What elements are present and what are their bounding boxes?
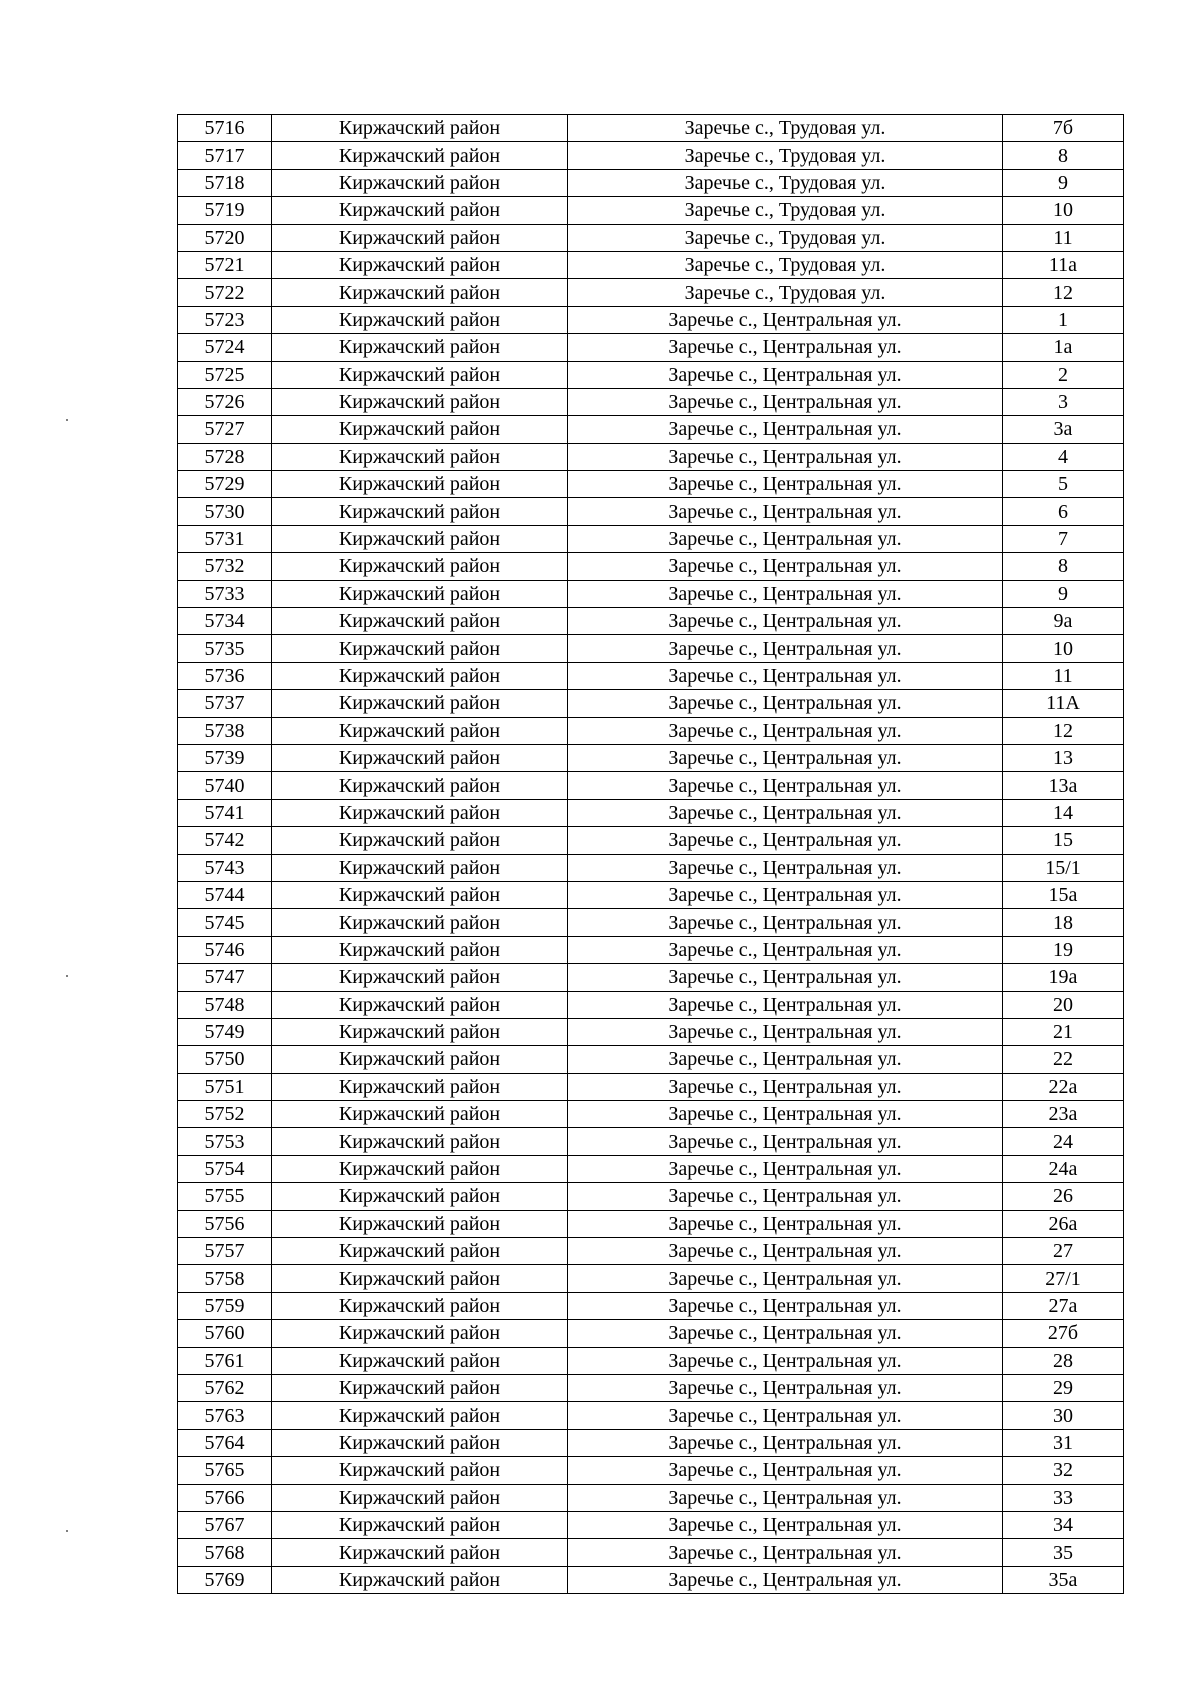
- house-number-cell: 15: [1003, 827, 1124, 854]
- row-number-cell: 5721: [178, 251, 272, 278]
- district-cell: Киржачский район: [272, 1046, 568, 1073]
- district-cell: Киржачский район: [272, 827, 568, 854]
- house-number-cell: 27/1: [1003, 1265, 1124, 1292]
- table-row: [178, 169, 1124, 196]
- address-cell: Заречье с., Центральная ул.: [568, 1018, 1003, 1045]
- address-cell: Заречье с., Центральная ул.: [568, 1210, 1003, 1237]
- house-number-cell: 4: [1003, 443, 1124, 470]
- address-cell: Заречье с., Центральная ул.: [568, 1566, 1003, 1593]
- row-number-cell: 5731: [178, 525, 272, 552]
- scan-speck: [66, 419, 68, 421]
- district-cell: Киржачский район: [272, 224, 568, 251]
- row-number-cell: 5723: [178, 306, 272, 333]
- district-cell: Киржачский район: [272, 1128, 568, 1155]
- house-number-cell: 22а: [1003, 1073, 1124, 1100]
- house-number-cell: 35: [1003, 1539, 1124, 1566]
- row-number-cell: 5761: [178, 1347, 272, 1374]
- district-cell: Киржачский район: [272, 279, 568, 306]
- address-cell: Заречье с., Центральная ул.: [568, 1101, 1003, 1128]
- house-number-cell: 15а: [1003, 881, 1124, 908]
- address-cell: Заречье с., Центральная ул.: [568, 1265, 1003, 1292]
- row-number-cell: 5763: [178, 1402, 272, 1429]
- table-row: [178, 1320, 1124, 1347]
- address-cell: Заречье с., Центральная ул.: [568, 1238, 1003, 1265]
- row-number-cell: 5747: [178, 964, 272, 991]
- address-cell: Заречье с., Центральная ул.: [568, 306, 1003, 333]
- district-cell: Киржачский район: [272, 1511, 568, 1538]
- house-number-cell: 24а: [1003, 1155, 1124, 1182]
- address-cell: Заречье с., Центральная ул.: [568, 991, 1003, 1018]
- address-cell: Заречье с., Центральная ул.: [568, 361, 1003, 388]
- address-cell: Заречье с., Трудовая ул.: [568, 115, 1003, 142]
- table-row: [178, 1566, 1124, 1593]
- row-number-cell: 5762: [178, 1374, 272, 1401]
- table-row: [178, 471, 1124, 498]
- house-number-cell: 19: [1003, 936, 1124, 963]
- district-cell: Киржачский район: [272, 909, 568, 936]
- house-number-cell: 10: [1003, 197, 1124, 224]
- row-number-cell: 5760: [178, 1320, 272, 1347]
- row-number-cell: 5725: [178, 361, 272, 388]
- table-row: [178, 279, 1124, 306]
- table-row: [178, 1155, 1124, 1182]
- district-cell: Киржачский район: [272, 1457, 568, 1484]
- house-number-cell: 11А: [1003, 690, 1124, 717]
- address-cell: Заречье с., Центральная ул.: [568, 772, 1003, 799]
- address-cell: Заречье с., Центральная ул.: [568, 827, 1003, 854]
- address-cell: Заречье с., Трудовая ул.: [568, 224, 1003, 251]
- district-cell: Киржачский район: [272, 525, 568, 552]
- table-row: [178, 1539, 1124, 1566]
- row-number-cell: 5736: [178, 662, 272, 689]
- house-number-cell: 14: [1003, 799, 1124, 826]
- house-number-cell: 2: [1003, 361, 1124, 388]
- house-number-cell: 8: [1003, 553, 1124, 580]
- house-number-cell: 27: [1003, 1238, 1124, 1265]
- house-number-cell: 26: [1003, 1183, 1124, 1210]
- row-number-cell: 5757: [178, 1238, 272, 1265]
- address-cell: Заречье с., Центральная ул.: [568, 744, 1003, 771]
- table-row: [178, 1073, 1124, 1100]
- table-row: [178, 115, 1124, 142]
- district-cell: Киржачский район: [272, 964, 568, 991]
- house-number-cell: 12: [1003, 279, 1124, 306]
- row-number-cell: 5748: [178, 991, 272, 1018]
- house-number-cell: 9: [1003, 580, 1124, 607]
- district-cell: Киржачский район: [272, 1347, 568, 1374]
- district-cell: Киржачский район: [272, 1238, 568, 1265]
- row-number-cell: 5726: [178, 388, 272, 415]
- row-number-cell: 5755: [178, 1183, 272, 1210]
- table-row: [178, 306, 1124, 333]
- table-row: [178, 1484, 1124, 1511]
- row-number-cell: 5724: [178, 334, 272, 361]
- district-cell: Киржачский район: [272, 553, 568, 580]
- row-number-cell: 5732: [178, 553, 272, 580]
- row-number-cell: 5733: [178, 580, 272, 607]
- address-cell: Заречье с., Трудовая ул.: [568, 251, 1003, 278]
- table-row: [178, 744, 1124, 771]
- address-cell: Заречье с., Центральная ул.: [568, 881, 1003, 908]
- address-cell: Заречье с., Трудовая ул.: [568, 169, 1003, 196]
- house-number-cell: 23а: [1003, 1101, 1124, 1128]
- house-number-cell: 21: [1003, 1018, 1124, 1045]
- scan-speck: [66, 1530, 68, 1532]
- row-number-cell: 5759: [178, 1292, 272, 1319]
- house-number-cell: 29: [1003, 1374, 1124, 1401]
- address-cell: Заречье с., Центральная ул.: [568, 1484, 1003, 1511]
- row-number-cell: 5750: [178, 1046, 272, 1073]
- district-cell: Киржачский район: [272, 498, 568, 525]
- row-number-cell: 5737: [178, 690, 272, 717]
- address-cell: Заречье с., Центральная ул.: [568, 1155, 1003, 1182]
- row-number-cell: 5719: [178, 197, 272, 224]
- table-row: [178, 1429, 1124, 1456]
- row-number-cell: 5766: [178, 1484, 272, 1511]
- table-row: [178, 498, 1124, 525]
- district-cell: Киржачский район: [272, 1320, 568, 1347]
- address-cell: Заречье с., Центральная ул.: [568, 498, 1003, 525]
- address-cell: Заречье с., Центральная ул.: [568, 1347, 1003, 1374]
- district-cell: Киржачский район: [272, 580, 568, 607]
- district-cell: Киржачский район: [272, 772, 568, 799]
- house-number-cell: 9а: [1003, 608, 1124, 635]
- row-number-cell: 5739: [178, 744, 272, 771]
- house-number-cell: 33: [1003, 1484, 1124, 1511]
- table-row: [178, 224, 1124, 251]
- row-number-cell: 5718: [178, 169, 272, 196]
- house-number-cell: 15/1: [1003, 854, 1124, 881]
- address-cell: Заречье с., Центральная ул.: [568, 608, 1003, 635]
- table-row: [178, 416, 1124, 443]
- table-row: [178, 690, 1124, 717]
- house-number-cell: 18: [1003, 909, 1124, 936]
- table-row: [178, 772, 1124, 799]
- table-row: [178, 635, 1124, 662]
- row-number-cell: 5738: [178, 717, 272, 744]
- district-cell: Киржачский район: [272, 115, 568, 142]
- row-number-cell: 5765: [178, 1457, 272, 1484]
- address-cell: Заречье с., Центральная ул.: [568, 1320, 1003, 1347]
- house-number-cell: 1а: [1003, 334, 1124, 361]
- house-number-cell: 27а: [1003, 1292, 1124, 1319]
- house-number-cell: 31: [1003, 1429, 1124, 1456]
- row-number-cell: 5717: [178, 142, 272, 169]
- district-cell: Киржачский район: [272, 306, 568, 333]
- house-number-cell: 11: [1003, 662, 1124, 689]
- row-number-cell: 5753: [178, 1128, 272, 1155]
- table-row: [178, 525, 1124, 552]
- district-cell: Киржачский район: [272, 690, 568, 717]
- row-number-cell: 5754: [178, 1155, 272, 1182]
- row-number-cell: 5727: [178, 416, 272, 443]
- district-cell: Киржачский район: [272, 388, 568, 415]
- house-number-cell: 9: [1003, 169, 1124, 196]
- district-cell: Киржачский район: [272, 1073, 568, 1100]
- table-row: [178, 964, 1124, 991]
- district-cell: Киржачский район: [272, 1265, 568, 1292]
- house-number-cell: 19а: [1003, 964, 1124, 991]
- address-cell: Заречье с., Центральная ул.: [568, 936, 1003, 963]
- row-number-cell: 5728: [178, 443, 272, 470]
- district-cell: Киржачский район: [272, 1183, 568, 1210]
- table-row: [178, 936, 1124, 963]
- address-cell: Заречье с., Центральная ул.: [568, 1292, 1003, 1319]
- table-row: [178, 1018, 1124, 1045]
- house-number-cell: 10: [1003, 635, 1124, 662]
- table-row: [178, 881, 1124, 908]
- address-cell: Заречье с., Центральная ул.: [568, 909, 1003, 936]
- address-cell: Заречье с., Центральная ул.: [568, 635, 1003, 662]
- district-cell: Киржачский район: [272, 1292, 568, 1319]
- address-cell: Заречье с., Центральная ул.: [568, 1402, 1003, 1429]
- table-row: [178, 662, 1124, 689]
- row-number-cell: 5720: [178, 224, 272, 251]
- address-cell: Заречье с., Центральная ул.: [568, 471, 1003, 498]
- house-number-cell: 35а: [1003, 1566, 1124, 1593]
- table-row: [178, 1265, 1124, 1292]
- table-row: [178, 1046, 1124, 1073]
- row-number-cell: 5768: [178, 1539, 272, 1566]
- row-number-cell: 5740: [178, 772, 272, 799]
- table-row: [178, 1210, 1124, 1237]
- address-cell: Заречье с., Центральная ул.: [568, 1457, 1003, 1484]
- house-number-cell: 3а: [1003, 416, 1124, 443]
- table-row: [178, 388, 1124, 415]
- table-row: [178, 991, 1124, 1018]
- table-row: [178, 361, 1124, 388]
- house-number-cell: 22: [1003, 1046, 1124, 1073]
- table-row: [178, 1511, 1124, 1538]
- district-cell: Киржачский район: [272, 717, 568, 744]
- house-number-cell: 27б: [1003, 1320, 1124, 1347]
- table-row: [178, 1402, 1124, 1429]
- house-number-cell: 11а: [1003, 251, 1124, 278]
- table-row: [178, 608, 1124, 635]
- district-cell: Киржачский район: [272, 744, 568, 771]
- scan-speck: [66, 975, 68, 977]
- district-cell: Киржачский район: [272, 662, 568, 689]
- house-number-cell: 5: [1003, 471, 1124, 498]
- address-cell: Заречье с., Центральная ул.: [568, 1046, 1003, 1073]
- house-number-cell: 12: [1003, 717, 1124, 744]
- row-number-cell: 5767: [178, 1511, 272, 1538]
- address-cell: Заречье с., Трудовая ул.: [568, 197, 1003, 224]
- district-cell: Киржачский район: [272, 991, 568, 1018]
- address-cell: Заречье с., Трудовая ул.: [568, 279, 1003, 306]
- table-row: [178, 1101, 1124, 1128]
- table-row: [178, 197, 1124, 224]
- row-number-cell: 5769: [178, 1566, 272, 1593]
- district-cell: Киржачский район: [272, 1155, 568, 1182]
- house-number-cell: 24: [1003, 1128, 1124, 1155]
- district-cell: Киржачский район: [272, 169, 568, 196]
- table-row: [178, 1183, 1124, 1210]
- district-cell: Киржачский район: [272, 1018, 568, 1045]
- district-cell: Киржачский район: [272, 197, 568, 224]
- house-number-cell: 32: [1003, 1457, 1124, 1484]
- row-number-cell: 5756: [178, 1210, 272, 1237]
- house-number-cell: 1: [1003, 306, 1124, 333]
- table-row: [178, 1457, 1124, 1484]
- row-number-cell: 5758: [178, 1265, 272, 1292]
- table-row: [178, 553, 1124, 580]
- address-cell: Заречье с., Центральная ул.: [568, 854, 1003, 881]
- district-cell: Киржачский район: [272, 142, 568, 169]
- address-cell: Заречье с., Центральная ул.: [568, 1511, 1003, 1538]
- address-register-table: [177, 114, 1124, 1594]
- address-cell: Заречье с., Центральная ул.: [568, 416, 1003, 443]
- address-cell: Заречье с., Центральная ул.: [568, 717, 1003, 744]
- address-cell: Заречье с., Центральная ул.: [568, 388, 1003, 415]
- district-cell: Киржачский район: [272, 1566, 568, 1593]
- address-cell: Заречье с., Центральная ул.: [568, 1429, 1003, 1456]
- row-number-cell: 5730: [178, 498, 272, 525]
- table-row: [178, 717, 1124, 744]
- address-cell: Заречье с., Центральная ул.: [568, 334, 1003, 361]
- district-cell: Киржачский район: [272, 608, 568, 635]
- house-number-cell: 3: [1003, 388, 1124, 415]
- district-cell: Киржачский район: [272, 1484, 568, 1511]
- house-number-cell: 11: [1003, 224, 1124, 251]
- table-row: [178, 1292, 1124, 1319]
- house-number-cell: 20: [1003, 991, 1124, 1018]
- table-row: [178, 580, 1124, 607]
- address-cell: Заречье с., Центральная ул.: [568, 553, 1003, 580]
- row-number-cell: 5729: [178, 471, 272, 498]
- address-cell: Заречье с., Центральная ул.: [568, 525, 1003, 552]
- house-number-cell: 7б: [1003, 115, 1124, 142]
- address-cell: Заречье с., Трудовая ул.: [568, 142, 1003, 169]
- district-cell: Киржачский район: [272, 251, 568, 278]
- table-row: [178, 334, 1124, 361]
- district-cell: Киржачский район: [272, 361, 568, 388]
- house-number-cell: 34: [1003, 1511, 1124, 1538]
- district-cell: Киржачский район: [272, 1402, 568, 1429]
- row-number-cell: 5764: [178, 1429, 272, 1456]
- house-number-cell: 13а: [1003, 772, 1124, 799]
- address-cell: Заречье с., Центральная ул.: [568, 1128, 1003, 1155]
- row-number-cell: 5749: [178, 1018, 272, 1045]
- address-cell: Заречье с., Центральная ул.: [568, 1073, 1003, 1100]
- row-number-cell: 5741: [178, 799, 272, 826]
- row-number-cell: 5734: [178, 608, 272, 635]
- district-cell: Киржачский район: [272, 334, 568, 361]
- house-number-cell: 28: [1003, 1347, 1124, 1374]
- row-number-cell: 5751: [178, 1073, 272, 1100]
- house-number-cell: 8: [1003, 142, 1124, 169]
- table-body: [178, 115, 1124, 1594]
- table-row: [178, 827, 1124, 854]
- table-row: [178, 909, 1124, 936]
- address-cell: Заречье с., Центральная ул.: [568, 443, 1003, 470]
- district-cell: Киржачский район: [272, 1539, 568, 1566]
- house-number-cell: 30: [1003, 1402, 1124, 1429]
- district-cell: Киржачский район: [272, 416, 568, 443]
- row-number-cell: 5743: [178, 854, 272, 881]
- address-cell: Заречье с., Центральная ул.: [568, 799, 1003, 826]
- table-row: [178, 1347, 1124, 1374]
- address-cell: Заречье с., Центральная ул.: [568, 1539, 1003, 1566]
- table-row: [178, 1128, 1124, 1155]
- district-cell: Киржачский район: [272, 471, 568, 498]
- address-cell: Заречье с., Центральная ул.: [568, 690, 1003, 717]
- row-number-cell: 5735: [178, 635, 272, 662]
- district-cell: Киржачский район: [272, 1429, 568, 1456]
- table-row: [178, 443, 1124, 470]
- table-row: [178, 799, 1124, 826]
- district-cell: Киржачский район: [272, 635, 568, 662]
- district-cell: Киржачский район: [272, 799, 568, 826]
- row-number-cell: 5752: [178, 1101, 272, 1128]
- address-cell: Заречье с., Центральная ул.: [568, 1374, 1003, 1401]
- row-number-cell: 5722: [178, 279, 272, 306]
- row-number-cell: 5716: [178, 115, 272, 142]
- house-number-cell: 26а: [1003, 1210, 1124, 1237]
- address-cell: Заречье с., Центральная ул.: [568, 662, 1003, 689]
- address-cell: Заречье с., Центральная ул.: [568, 964, 1003, 991]
- district-cell: Киржачский район: [272, 1374, 568, 1401]
- row-number-cell: 5744: [178, 881, 272, 908]
- address-cell: Заречье с., Центральная ул.: [568, 580, 1003, 607]
- table-row: [178, 1374, 1124, 1401]
- district-cell: Киржачский район: [272, 881, 568, 908]
- district-cell: Киржачский район: [272, 936, 568, 963]
- row-number-cell: 5742: [178, 827, 272, 854]
- table-row: [178, 251, 1124, 278]
- row-number-cell: 5746: [178, 936, 272, 963]
- district-cell: Киржачский район: [272, 1210, 568, 1237]
- address-cell: Заречье с., Центральная ул.: [568, 1183, 1003, 1210]
- table-row: [178, 142, 1124, 169]
- district-cell: Киржачский район: [272, 854, 568, 881]
- house-number-cell: 7: [1003, 525, 1124, 552]
- district-cell: Киржачский район: [272, 1101, 568, 1128]
- row-number-cell: 5745: [178, 909, 272, 936]
- house-number-cell: 6: [1003, 498, 1124, 525]
- table-row: [178, 1238, 1124, 1265]
- house-number-cell: 13: [1003, 744, 1124, 771]
- table-row: [178, 854, 1124, 881]
- district-cell: Киржачский район: [272, 443, 568, 470]
